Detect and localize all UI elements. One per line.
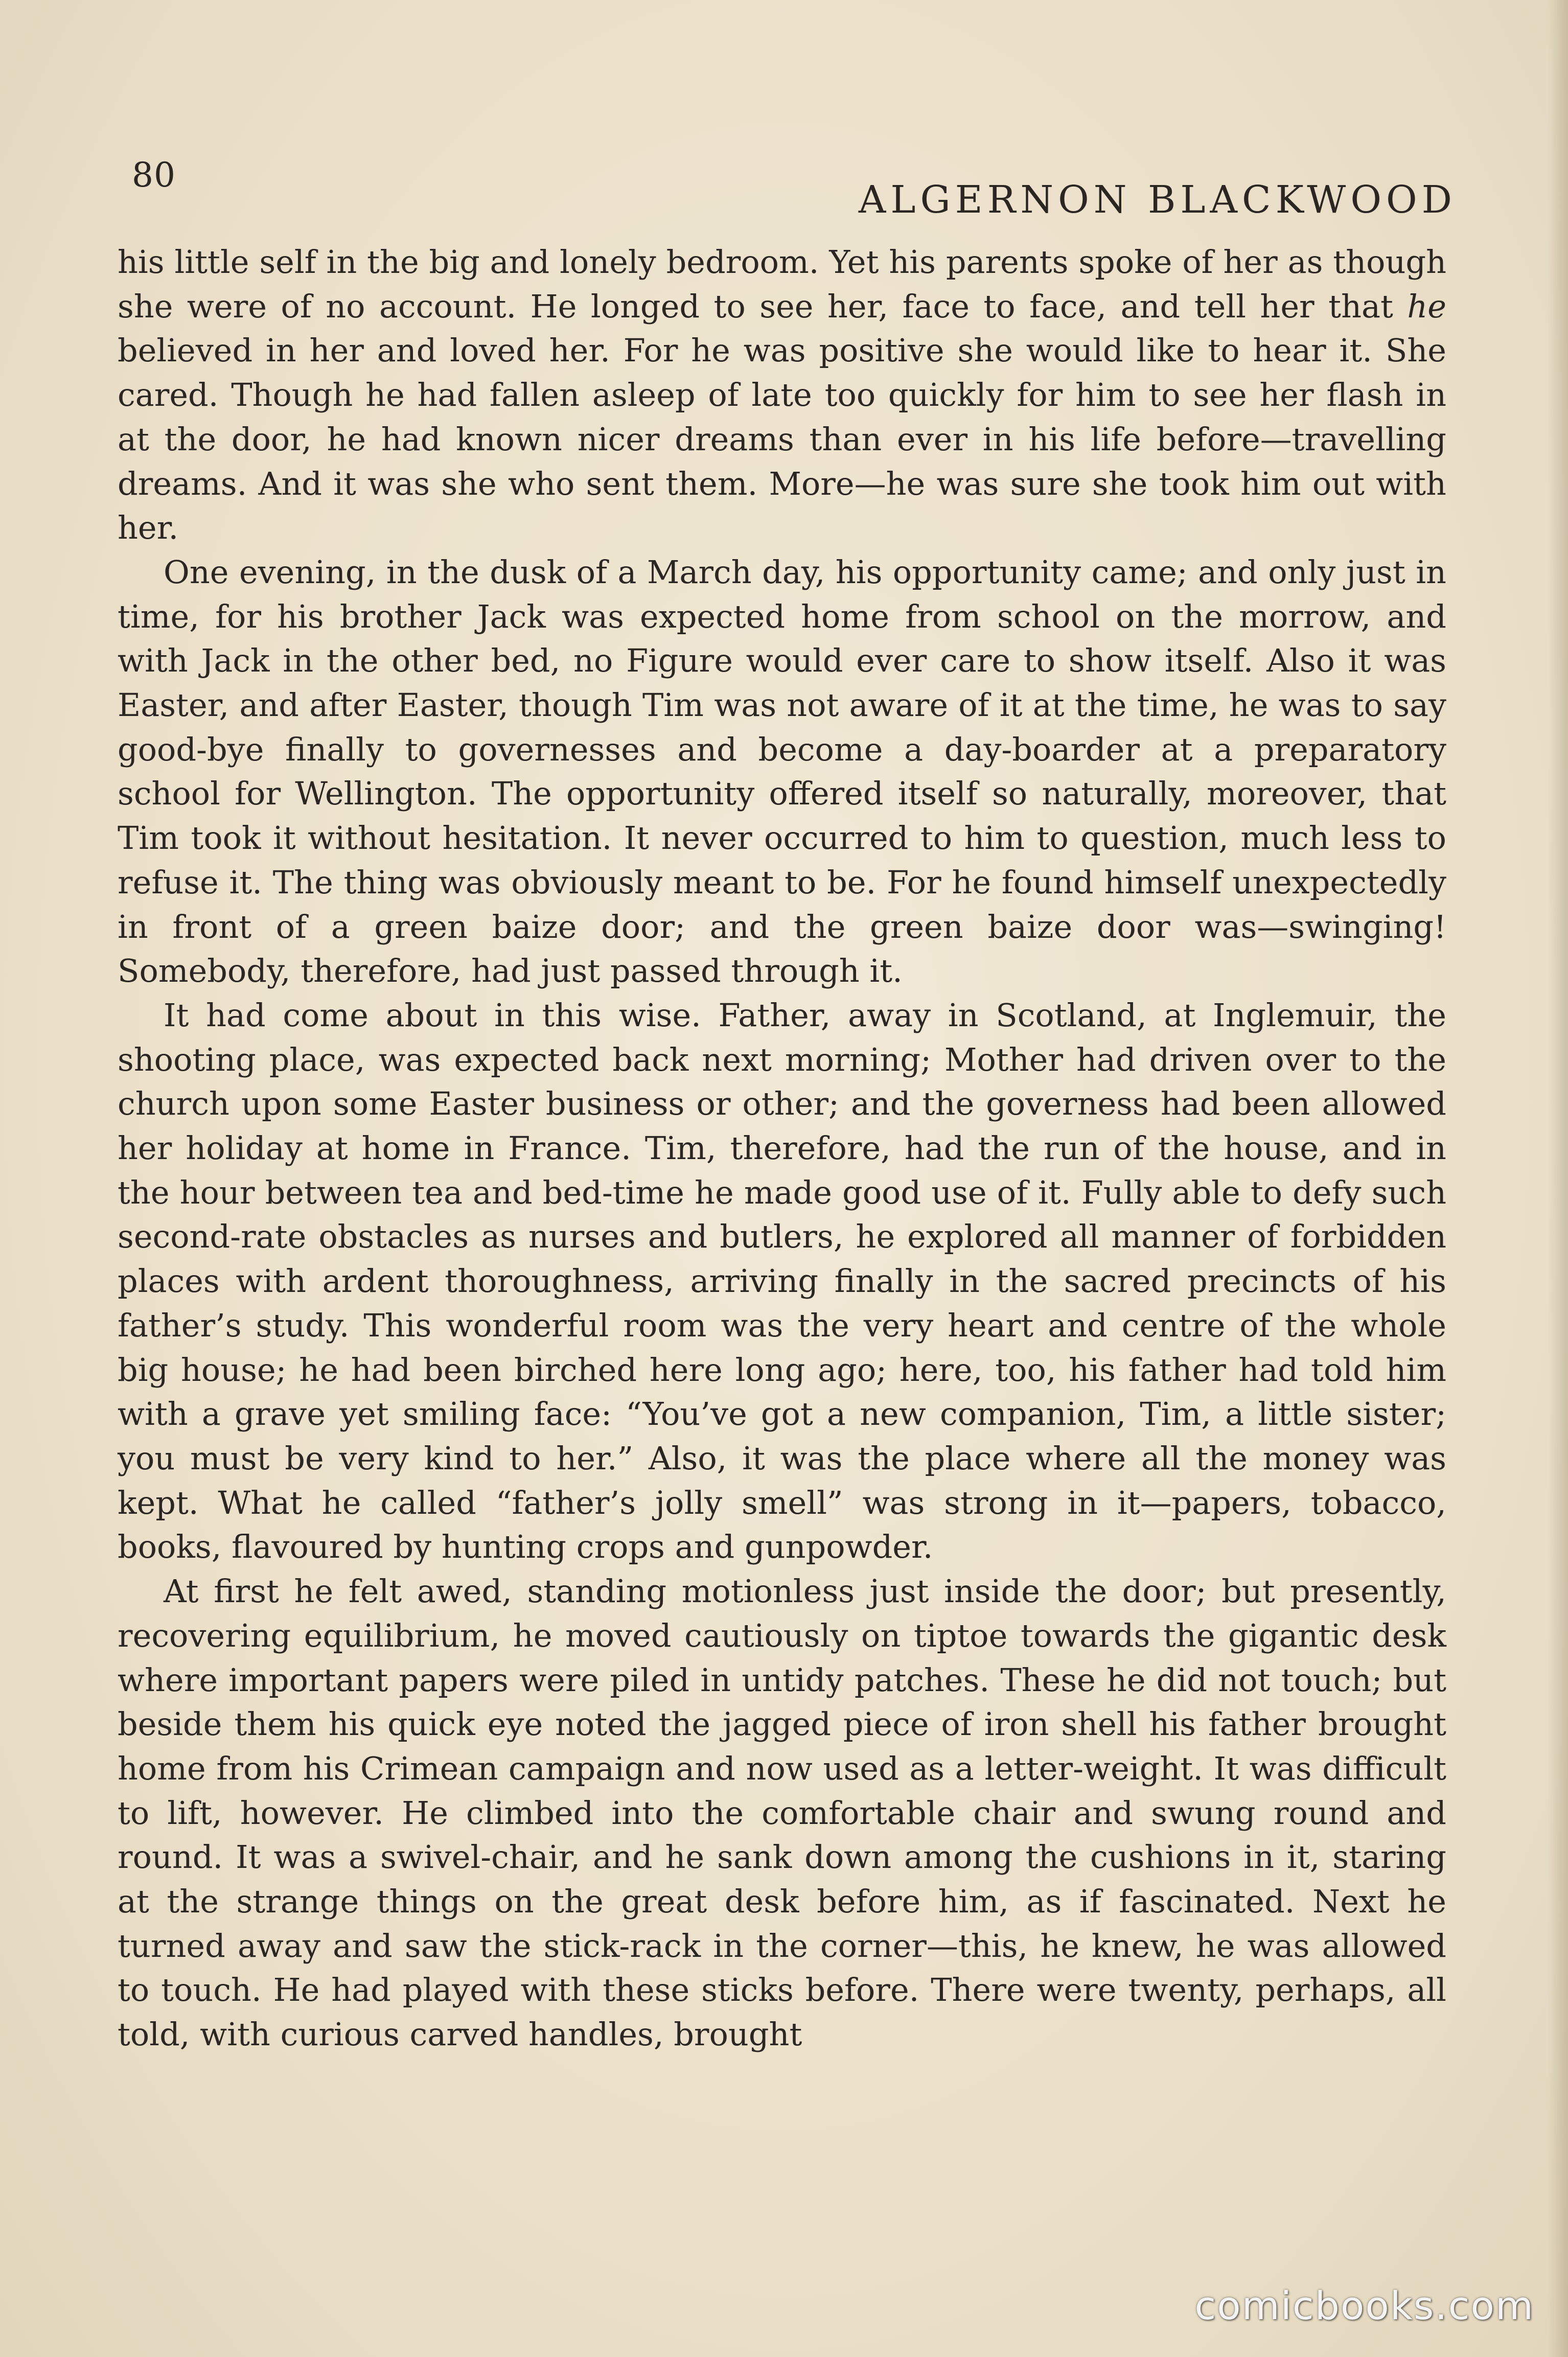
- watermark: comicbooks.com: [1194, 2283, 1534, 2328]
- paragraph-1-text: his little self in the big and lonely bedroom. Yet his parents spoke of her as though she were of no account. He longed to see her, face to face, and tell her that: [118, 243, 1446, 325]
- paragraph-1-continued: believed in her and loved her. For he was positive she would like to hear it. She cared. Though he had fallen asleep of late too quickly for him to see her flash in at the door, he had known nicer dreams than ever in his life before—travelling dreams. And it was she who sent them. More—he was sure she took him out with her.: [118, 332, 1446, 547]
- paragraph-4: At first he felt awed, standing motionless just inside the door; but presently, recovering equilibrium, he moved cautiously on tiptoe towards the gigantic desk where important papers were piled in untidy patches. These he did not touch; but beside them his quick eye noted the jagged piece of iron shell his father brought home from his Crimean campaign and now used as a letter-weight. It was difficult to lift, however. He climbed into the comfortable chair and swung round and round. It was a swivel-chair, and he sank down among the cushions in it, staring at the strange things on the great desk before him, as if fascinated. Next he turned away and saw the stick-rack in the corner—this, he knew, he was allowed to touch. He had played with these sticks before. There were twenty, perhaps, all told, with curious carved handles, brought: [118, 1573, 1446, 2053]
- paragraph-1-emphasis: he: [1407, 287, 1446, 325]
- paragraph-3: It had come about in this wise. Father, away in Scotland, at Inglemuir, the shooting place, was expected back next morning; Mother had driven over to the church upon some Easter business or other; and the governess had been allowed her holiday at home in France. Tim, therefore, had the run of the house, and in the hour between tea and bed-time he made good use of it. Fully able to defy such second-rate obstacles as nurses and butlers, he explored all manner of forbidden places with ardent thoroughness, arriving finally in the sacred precincts of his father’s study. This wonderful room was the very heart and centre of the whole big house; he had been birched here long ago; here, too, his father had told him with a grave yet smiling face: “You’ve got a new companion, Tim, a little sister; you must be very kind to her.” Also, it was the place where all the money was kept. What he called “father’s jolly smell” was strong in it—papers, tobacco, books, flavoured by hunting crops and gunpowder.: [118, 996, 1446, 1566]
- page-header: [123, 148, 1457, 222]
- page-edge-shadow: [1548, 0, 1568, 2357]
- paragraph-2: One evening, in the dusk of a March day, his opportunity came; and only just in time, for his brother Jack was expected home from school on the morrow, and with Jack in the other bed, no Figure would ever care to show itself. Also it was Easter, and after Easter, though Tim was not aware of it at the time, he was to say good-bye finally to governesses and become a day-boarder at a preparatory school for Wellington. The opportunity offered itself so naturally, moreover, that Tim took it without hesitation. It never occurred to him to question, much less to refuse it. The thing was obviously meant to be. For he found himself unexpectedly in front of a green baize door; and the green baize door was—swinging! Somebody, therefore, had just passed through it.: [118, 553, 1446, 990]
- running-head: ALGERNON BLACKWOOD: [858, 178, 1457, 222]
- body-text: [118, 240, 1446, 2213]
- page-number: 80: [132, 155, 176, 195]
- paragraph-1: [118, 240, 1446, 550]
